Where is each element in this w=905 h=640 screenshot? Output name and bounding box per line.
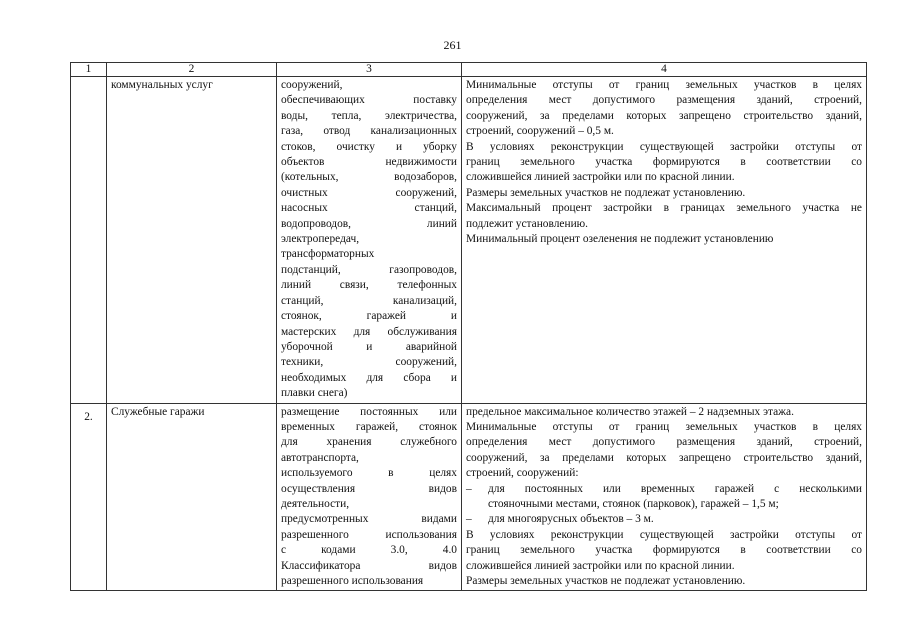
description-line: осуществления видов <box>281 482 457 495</box>
use-parameters <box>462 403 867 591</box>
parameter-line: подлежит установлению. <box>466 217 589 230</box>
parameter-line: стояночными местами, стоянок (парковок), гаражей – 1,5 м; <box>488 497 779 510</box>
parameter-line: сооружений, за пределами которых запрещено строительство зданий, <box>466 109 862 122</box>
dash-list-item <box>466 482 862 513</box>
parameter-line: сооружений, за пределами которых запрещено строительство зданий, <box>466 451 862 464</box>
parameter-paragraph <box>466 420 862 482</box>
description-line: с кодами 3.0, 4.0 <box>281 544 457 557</box>
row-number: 2. <box>71 403 107 591</box>
use-parameters <box>462 77 867 404</box>
dash-marker: – <box>466 513 472 526</box>
parameter-line: определения мест допустимого размещения зданий, строений, <box>466 436 862 449</box>
zoning-table <box>70 62 867 591</box>
description-line: деятельности, <box>281 497 350 510</box>
parameter-paragraph <box>466 528 862 574</box>
use-description <box>277 403 462 591</box>
parameter-paragraph <box>466 78 862 140</box>
parameter-line: определения мест допустимого размещения зданий, строений, <box>466 94 862 107</box>
parameter-paragraph <box>466 574 862 589</box>
parameter-line: Минимальные отступы от границ земельных участков в целях <box>466 420 862 433</box>
parameter-line: для постоянных или временных гаражей с несколькими <box>488 482 862 495</box>
parameter-line: Минимальные отступы от границ земельных участков в целях <box>466 79 862 91</box>
description-line: предусмотренных видами <box>281 513 457 526</box>
description-line: водопроводов, линий <box>281 217 457 230</box>
description-line: объектов недвижимости <box>281 156 457 169</box>
parameter-line: Минимальный процент озеленения не подлежит установлению <box>466 233 774 246</box>
description-line: стоянок, гаражей и <box>281 310 457 323</box>
description-line: сооружений, <box>281 79 343 91</box>
description-line: газа, отвод канализационных <box>281 125 457 138</box>
description-line: стоков, очистку и уборку <box>281 140 457 153</box>
description-line: воды, тепла, электричества, <box>281 109 457 122</box>
parameter-line: для многоярусных объектов – 3 м. <box>488 513 654 526</box>
description-line: трансформаторных <box>281 248 375 261</box>
dash-text <box>488 482 862 513</box>
use-name: Служебные гаражи <box>107 403 277 591</box>
description-line: мастерских для обслуживания <box>281 325 457 338</box>
table-row <box>71 403 867 591</box>
parameter-line: сложившейся линией застройки или по красной линии. <box>466 171 735 184</box>
description-line: временных гаражей, стоянок <box>281 420 457 433</box>
description-line: (котельных, водозаборов, <box>281 171 457 184</box>
description-line: техники, сооружений, <box>281 356 457 369</box>
header-cell-2: 2 <box>107 63 277 77</box>
parameter-line: В условиях реконструкции существующей застройки отступы от <box>466 140 862 153</box>
parameter-line: границ земельного участка формируются в соответствии со <box>466 156 862 169</box>
parameter-paragraph <box>466 140 862 186</box>
dash-marker: – <box>466 482 472 495</box>
description-line: электропередач, <box>281 233 360 246</box>
dash-list-item <box>466 512 862 527</box>
description-line: используемого в целях <box>281 467 457 480</box>
parameter-paragraph <box>466 201 862 232</box>
parameter-line: сложившейся линией застройки или по красной линии. <box>466 559 735 572</box>
description-line: для хранения служебного <box>281 436 457 449</box>
table-row <box>71 77 867 404</box>
description-line: необходимых для сбора и <box>281 371 457 384</box>
parameter-line: границ земельного участка формируются в соответствии со <box>466 544 862 557</box>
description-line: разрешенного использования <box>281 575 424 587</box>
description-line: очистных сооружений, <box>281 186 457 199</box>
parameter-line: Размеры земельных участков не подлежат установлению. <box>466 575 746 587</box>
description-line: линий связи, телефонных <box>281 279 457 292</box>
description-line: разрешенного использования <box>281 528 457 541</box>
description-line: автотранспорта, <box>281 451 359 464</box>
use-name: коммунальных услуг <box>107 77 277 404</box>
parameter-line: Максимальный процент застройки в границах земельного участка не <box>466 202 862 215</box>
description-line: обеспечивающих поставку <box>281 94 457 107</box>
row-number <box>71 77 107 404</box>
description-line: насосных станций, <box>281 202 457 215</box>
parameter-line: строений, сооружений: <box>466 467 579 480</box>
header-cell-4: 4 <box>462 63 867 77</box>
header-cell-3: 3 <box>277 63 462 77</box>
parameter-paragraph <box>466 232 862 247</box>
parameter-paragraph <box>466 186 862 201</box>
parameter-paragraph <box>466 405 862 420</box>
table-header-row <box>71 63 867 77</box>
parameter-line: Размеры земельных участков не подлежат установлению. <box>466 186 746 199</box>
description-line: уборочной и аварийной <box>281 340 457 353</box>
page-number: 261 <box>443 38 462 52</box>
dash-text <box>488 512 862 527</box>
use-description <box>277 77 462 404</box>
header-cell-1: 1 <box>71 63 107 77</box>
description-line: станций, канализаций, <box>281 294 457 307</box>
description-line: размещение постоянных или <box>281 405 457 418</box>
parameter-line: строений, сооружений – 0,5 м. <box>466 125 614 138</box>
description-line: Классификатора видов <box>281 559 457 572</box>
description-line: подстанций, газопроводов, <box>281 263 457 276</box>
description-line: плавки снега) <box>281 387 348 400</box>
parameter-line: предельное максимальное количество этажей – 2 надземных этажа. <box>466 405 794 418</box>
parameter-line: В условиях реконструкции существующей застройки отступы от <box>466 528 862 541</box>
